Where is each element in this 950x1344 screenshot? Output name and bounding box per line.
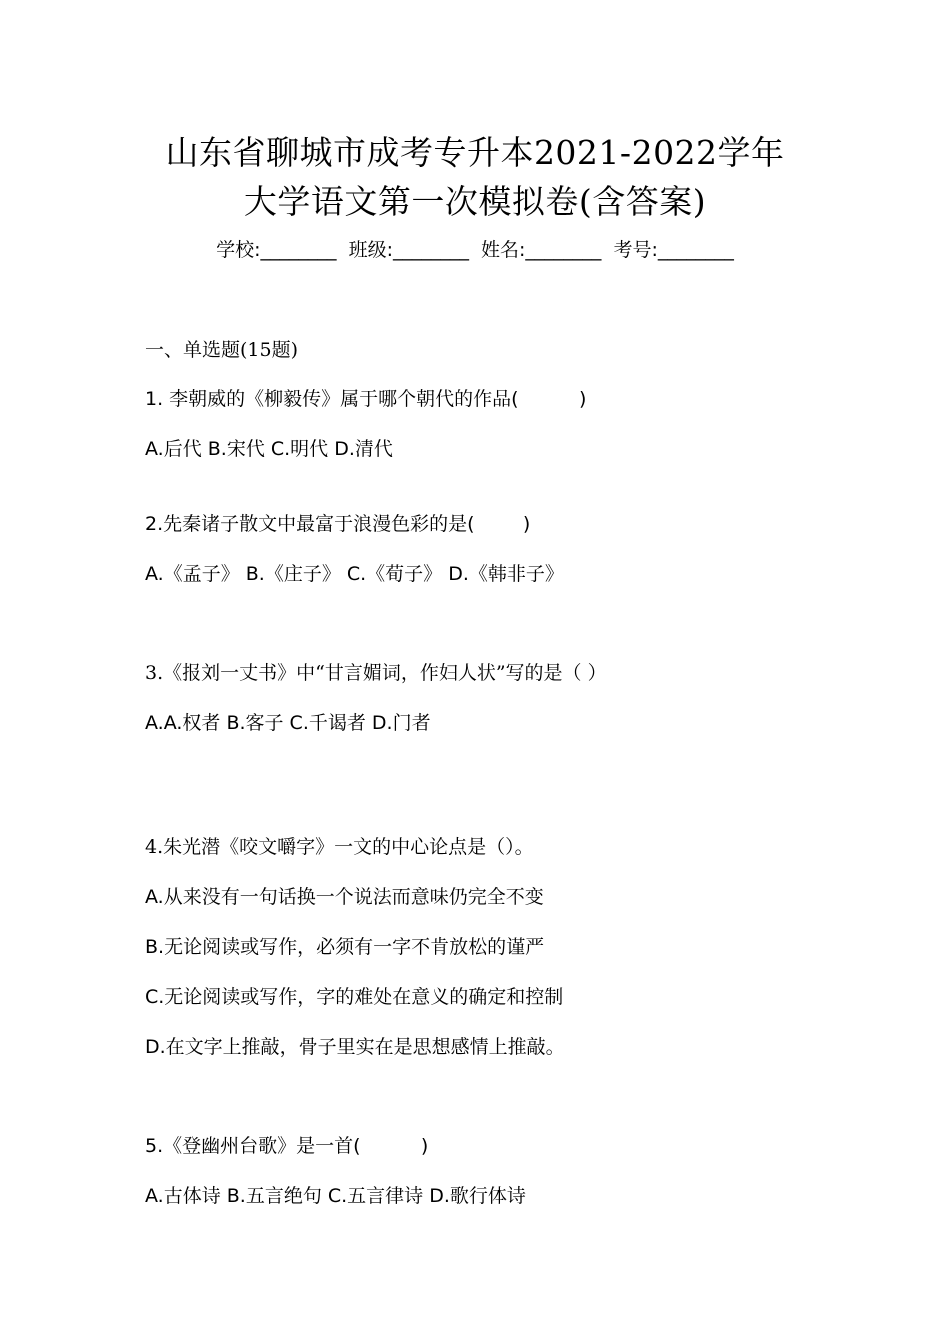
school-field[interactable]: 学校:________ xyxy=(216,239,337,261)
question-4-option-a: A.从来没有一句话换一个说法而意味仍完全不变 xyxy=(145,886,544,908)
exam-title-line-2: 大学语文第一次模拟卷(含答案) xyxy=(243,182,707,221)
exam-title-line-1: 山东省聊城市成考专升本2021-2022学年 xyxy=(165,133,785,172)
question-3-stem: 3.《报刘一丈书》中“甘言媚词，作妇人状”写的是（ ） xyxy=(145,662,607,684)
question-5-stem: 5.《登幽州台歌》是一首( ) xyxy=(145,1135,429,1157)
name-field[interactable]: 姓名:________ xyxy=(481,239,602,261)
question-4-option-b: B.无论阅读或写作，必须有一字不肯放松的谨严 xyxy=(145,936,545,958)
question-1-stem: 1. 李朝威的《柳毅传》属于哪个朝代的作品( ) xyxy=(145,388,587,410)
question-3-options: A.A.权者 B.客子 C.千谒者 D.门者 xyxy=(145,712,431,734)
question-2-options: A.《孟子》 B.《庄子》 C.《荀子》 D.《韩非子》 xyxy=(145,563,564,585)
question-4-option-d: D.在文字上推敲，骨子里实在是思想感情上推敲。 xyxy=(145,1036,565,1058)
question-2-stem: 2.先秦诸子散文中最富于浪漫色彩的是( ) xyxy=(145,513,531,535)
class-field[interactable]: 班级:________ xyxy=(348,239,469,261)
question-4-stem: 4.朱光潜《咬文嚼字》一文的中心论点是（）。 xyxy=(145,836,534,858)
exam-number-field[interactable]: 考号:________ xyxy=(613,239,734,261)
question-5-options: A.古体诗 B.五言绝句 C.五言律诗 D.歌行体诗 xyxy=(145,1185,526,1207)
question-1-options: A.后代 B.宋代 C.明代 D.清代 xyxy=(145,438,393,460)
student-info-line xyxy=(0,236,950,264)
section-title: 一、单选题(15题) xyxy=(145,339,299,361)
question-4-option-c: C.无论阅读或写作，字的难处在意义的确定和控制 xyxy=(145,986,564,1008)
